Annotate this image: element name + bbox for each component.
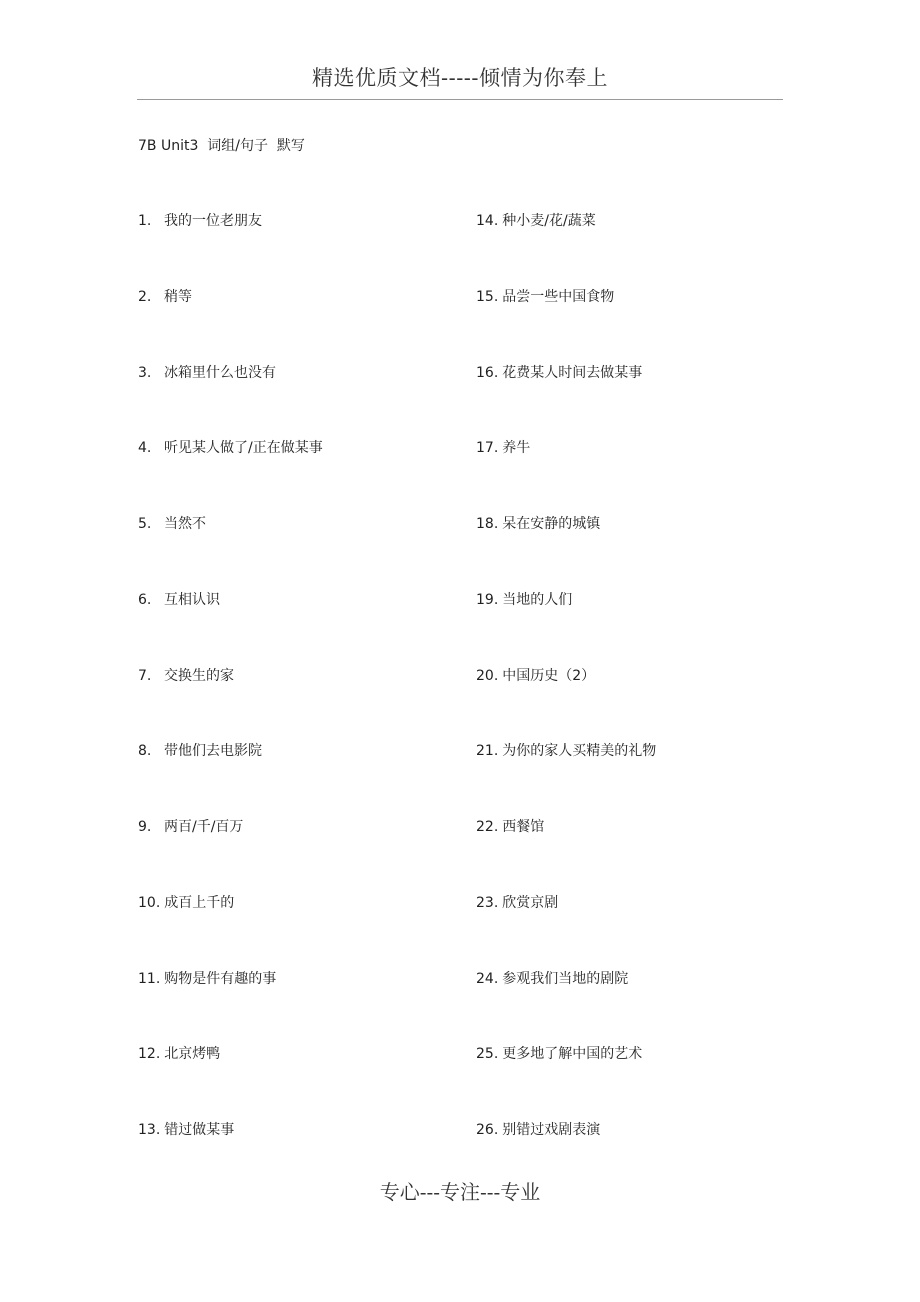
list-item — [476, 893, 806, 969]
item-number: 26. — [476, 1122, 499, 1138]
item-number: 25. — [476, 1046, 499, 1063]
list-item — [138, 817, 468, 893]
list-item — [138, 211, 468, 287]
item-number: 21. — [476, 743, 499, 760]
list-item — [138, 893, 468, 969]
item-text: 为你的家人买精美的礼物 — [502, 743, 657, 760]
item-number: 24. — [476, 970, 499, 987]
item-text: 花费某人时间去做某事 — [502, 364, 643, 381]
item-number: 10. — [138, 894, 161, 911]
list-item — [476, 666, 806, 742]
list-item — [138, 741, 468, 817]
item-text: 养牛 — [502, 440, 531, 457]
item-text: 西餐馆 — [502, 819, 545, 835]
item-number: 5. — [138, 516, 152, 532]
item-text: 呆在安静的城镇 — [502, 516, 601, 532]
item-text: 品尝一些中国食物 — [502, 288, 615, 305]
item-text: 北京烤鸭 — [164, 1046, 221, 1063]
item-number: 16. — [476, 364, 499, 381]
list-item — [138, 438, 468, 514]
item-number: 14. — [476, 213, 499, 229]
item-text: 我的一位老朋友 — [164, 213, 262, 229]
list-item — [138, 666, 468, 742]
item-number: 11. — [138, 970, 161, 987]
list-item — [476, 363, 806, 439]
exercise-list-left — [138, 211, 468, 1196]
item-number: 3. — [138, 364, 152, 381]
list-item — [138, 287, 468, 363]
item-number: 13. — [138, 1122, 161, 1138]
item-number: 20. — [476, 667, 499, 684]
item-number: 9. — [138, 819, 152, 835]
list-item — [476, 514, 806, 590]
item-text: 成百上千的 — [164, 894, 235, 911]
list-item — [476, 590, 806, 666]
item-text: 别错过戏剧表演 — [502, 1122, 601, 1138]
item-number: 19. — [476, 591, 499, 608]
list-item — [138, 590, 468, 666]
list-item — [138, 363, 468, 439]
exercise-list-right — [476, 211, 806, 1196]
item-number: 6. — [138, 591, 152, 608]
item-text: 听见某人做了/正在做某事 — [164, 440, 323, 457]
item-text: 欣赏京剧 — [502, 894, 559, 911]
item-number: 4. — [138, 440, 152, 457]
item-text: 带他们去电影院 — [164, 743, 262, 760]
item-number: 7. — [138, 667, 152, 684]
list-item — [138, 514, 468, 590]
list-item — [476, 287, 806, 363]
list-item — [138, 969, 468, 1045]
item-number: 23. — [476, 894, 499, 911]
header-divider — [137, 99, 783, 100]
list-item — [138, 1044, 468, 1120]
item-text: 当地的人们 — [502, 591, 573, 608]
item-text: 交换生的家 — [164, 667, 234, 684]
item-text: 种小麦/花/蔬菜 — [502, 213, 596, 229]
item-text: 中国历史（2） — [502, 667, 596, 684]
item-number: 18. — [476, 516, 499, 532]
item-text: 当然不 — [164, 516, 206, 532]
item-text: 购物是件有趣的事 — [164, 970, 277, 987]
list-item — [476, 211, 806, 287]
list-item — [476, 969, 806, 1045]
item-number: 2. — [138, 288, 152, 305]
page-header: 精选优质文档-----倾情为你奉上 — [312, 66, 608, 90]
item-text: 冰箱里什么也没有 — [164, 364, 276, 381]
item-text: 更多地了解中国的艺术 — [502, 1046, 643, 1063]
list-item — [476, 741, 806, 817]
item-number: 22. — [476, 819, 499, 835]
item-text: 两百/千/百万 — [164, 819, 244, 835]
item-number: 15. — [476, 288, 499, 305]
item-number: 12. — [138, 1046, 161, 1063]
item-number: 8. — [138, 743, 152, 760]
list-item — [476, 1044, 806, 1120]
list-item — [476, 438, 806, 514]
item-text: 参观我们当地的剧院 — [502, 970, 629, 987]
page-footer: 专心---专注---专业 — [379, 1180, 541, 1204]
item-number: 1. — [138, 213, 152, 229]
item-text: 错过做某事 — [164, 1122, 235, 1138]
item-text: 互相认识 — [164, 591, 220, 608]
item-text: 稍等 — [164, 288, 192, 305]
list-item — [476, 817, 806, 893]
item-number: 17. — [476, 440, 499, 457]
document-title: 7B Unit3 词组/句子 默写 — [138, 138, 305, 154]
